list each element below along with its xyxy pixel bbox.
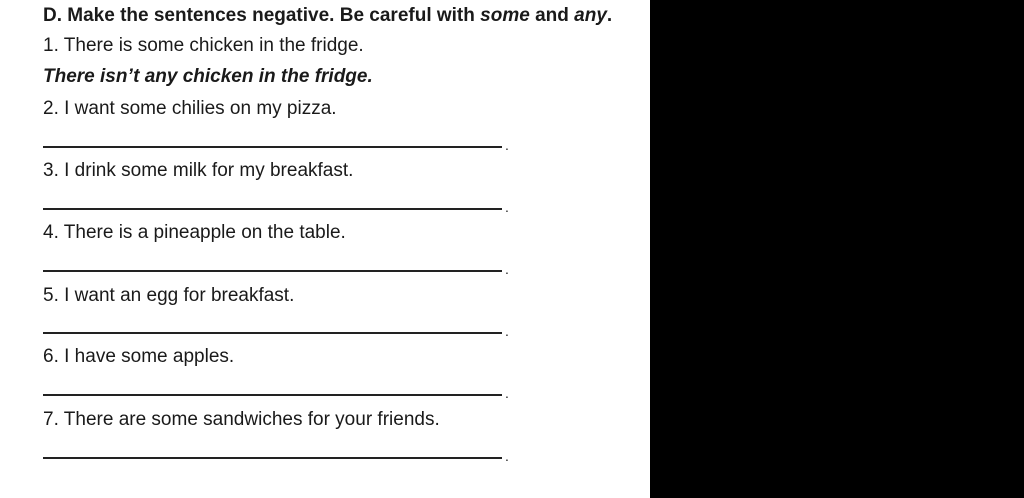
- answer-blank-7[interactable]: [43, 457, 502, 459]
- answer-period-6: .: [505, 385, 509, 401]
- answer-period-2: .: [505, 137, 509, 153]
- answer-period-5: .: [505, 323, 509, 339]
- answer-period-3: .: [505, 199, 509, 215]
- question-6: 6. I have some apples.: [43, 346, 235, 367]
- answer-period-7: .: [505, 448, 509, 464]
- answer-blank-5[interactable]: [43, 332, 502, 334]
- answer-blank-2[interactable]: [43, 146, 502, 148]
- heading-word-some: some: [480, 5, 530, 26]
- answer-period-4: .: [505, 261, 509, 277]
- example-answer: There isn’t any chicken in the fridge.: [43, 66, 373, 87]
- heading-text-prefix: D. Make the sentences negative. Be careful with: [43, 5, 481, 26]
- answer-blank-3[interactable]: [43, 208, 502, 210]
- heading-word-any: any: [574, 5, 607, 26]
- heading-text-middle: and: [529, 5, 575, 26]
- answer-blank-4[interactable]: [43, 270, 502, 272]
- exercise-heading: [43, 5, 612, 27]
- question-3: 3. I drink some milk for my breakfast.: [43, 160, 354, 181]
- answer-blank-6[interactable]: [43, 394, 502, 396]
- question-2: 2. I want some chilies on my pizza.: [43, 98, 337, 119]
- heading-text-suffix: .: [606, 5, 613, 26]
- black-side-panel: [650, 0, 1024, 498]
- question-7: 7. There are some sandwiches for your friends.: [43, 409, 440, 430]
- question-4: 4. There is a pineapple on the table.: [43, 222, 346, 243]
- question-5: 5. I want an egg for breakfast.: [43, 285, 295, 306]
- example-prompt: 1. There is some chicken in the fridge.: [43, 35, 364, 56]
